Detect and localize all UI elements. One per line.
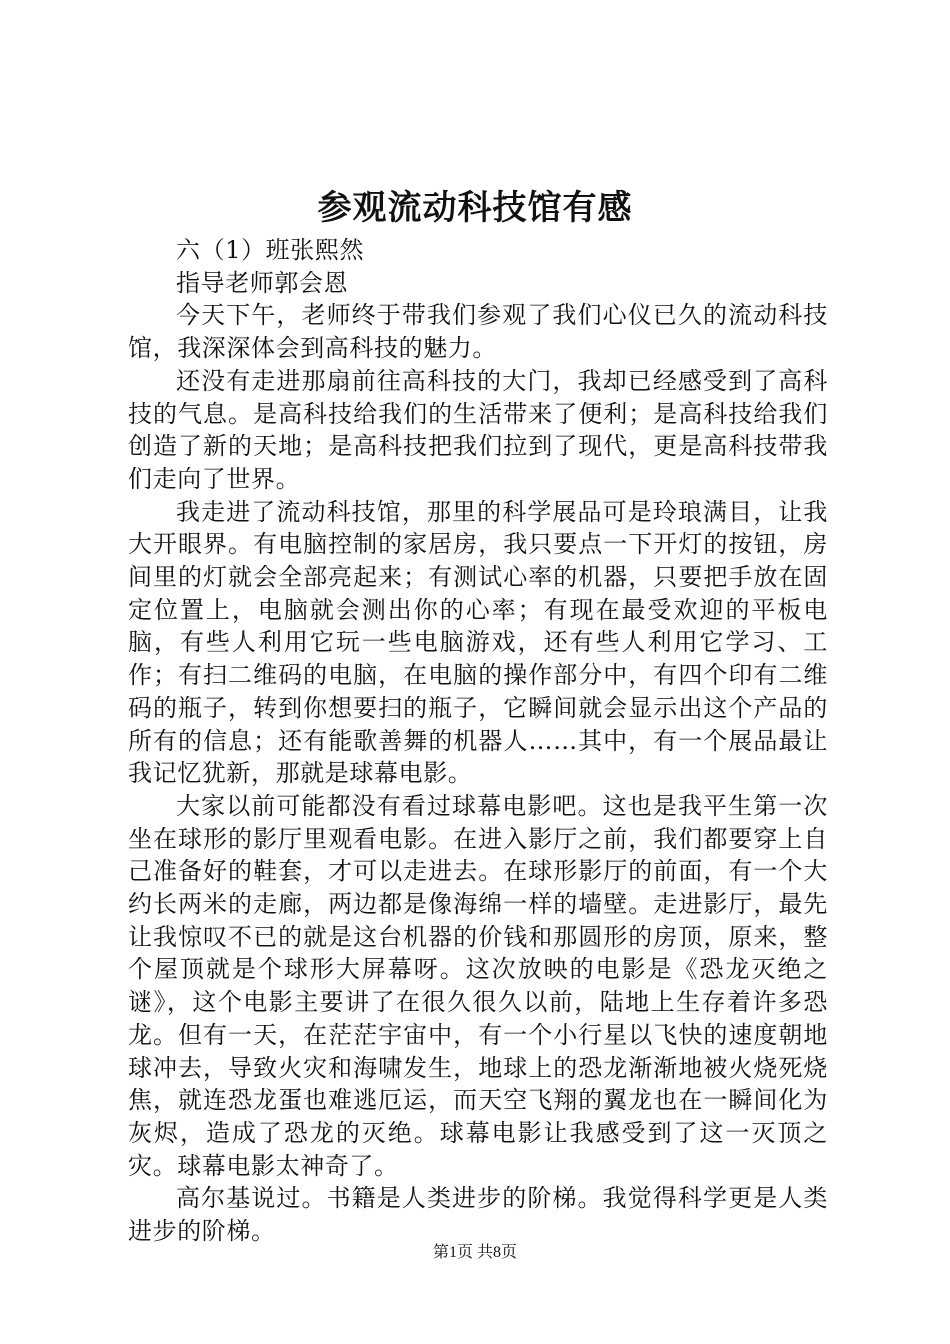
teacher-line: 指导老师郭会恩 [176,268,349,297]
body-paragraph-5: 高尔基说过。书籍是人类进步的阶梯。我觉得科学更是人类进步的阶梯。 [128,1184,828,1246]
body-paragraph-2: 还没有走进那扇前往高科技的大门，我却已经感受到了高科技的气息。是高科技给我们的生活带来了便利；是高科技给我们创造了新的天地；是高科技把我们拉到了现代，更是高科技带我们走向了世界。 [128,366,828,493]
document-title: 参观流动科技馆有感 [317,188,633,228]
body-paragraph-1: 今天下午，老师终于带我们参观了我们心仪已久的流动科技馆，我深深体会到高科技的魅力。 [128,301,828,363]
author-line: 六（1）班张熙然 [176,236,365,264]
page-footer: 第1页 共8页 [432,1244,517,1261]
body-paragraph-4: 大家以前可能都没有看过球幕电影吧。这也是我平生第一次坐在球形的影厅里观看电影。在进入影厅之前，我们都要穿上自己准备好的鞋套，才可以走进去。在球形影厅的前面，有一个大约长两米的走廊，两边都是像海绵一样的墙壁。走进影厅，最先让我惊叹不已的就是这台机器的价钱和那圆形的房顶，原来，整个屋顶就是个球形大屏幕呀。这次放映的电影是《恐龙灭绝之谜》，这个电影主要讲了在很久很久以前，陆地上生存着许多恐龙。但有一天，在茫茫宇宙中，有一个小行星以飞快的速度朝地球冲去，导致火灾和海啸发生，地球上的恐龙渐渐地被火烧死烧焦，就连恐龙蛋也难逃厄运，而天空飞翔的翼龙也在一瞬间化为灰烬，造成了恐龙的灭绝。球幕电影让我感受到了这一灭顶之灾。球幕电影太神奇了。 [128,791,828,1180]
body-paragraph-3: 我走进了流动科技馆，那里的科学展品可是玲琅满目，让我大开眼界。有电脑控制的家居房，我只要点一下开灯的按钮，房间里的灯就会全部亮起来；有测试心率的机器，只要把手放在固定位置上，电脑就会测出你的心率；有现在最受欢迎的平板电脑，有些人利用它玩一些电脑游戏，还有些人利用它学习、工作；有扫二维码的电脑，在电脑的操作部分中，有四个印有二维码的瓶子，转到你想要扫的瓶子，它瞬间就会显示出这个产品的所有的信息；还有能歌善舞的机器人……其中，有一个展品最让我记忆犹新，那就是球幕电影。 [128,497,828,788]
document-body [128,234,828,1248]
